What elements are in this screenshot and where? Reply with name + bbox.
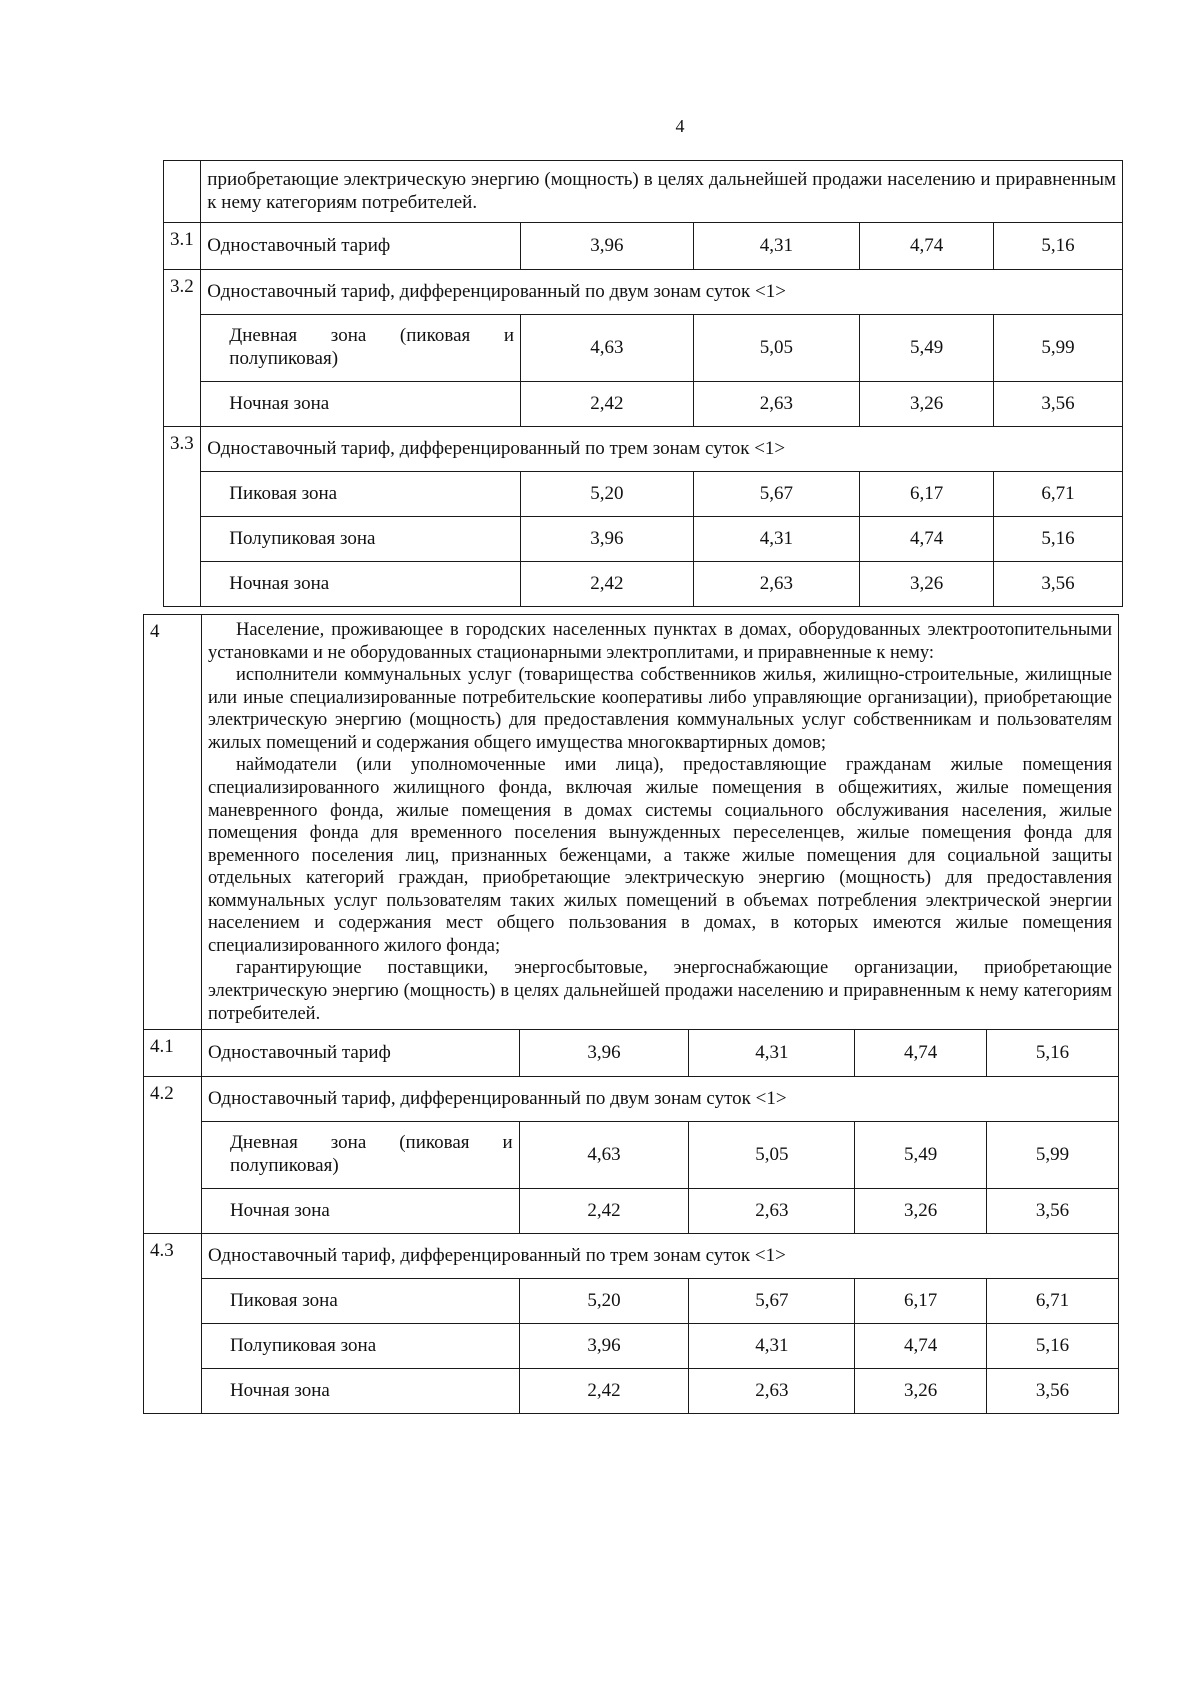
tariff-value: 3,26 xyxy=(860,382,994,427)
tariff-label: Дневная зона (пиковая и полупиковая) xyxy=(201,1122,519,1189)
table-row xyxy=(144,1369,1119,1414)
description-paragraph: Население, проживающее в городских населенных пунктах в домах, оборудованных электроотопительными установками и не оборудованных стационарными электроплитами, и приравненные к нему: xyxy=(207,620,1112,663)
tariff-label: Дневная зона (пиковая и полупиковая) xyxy=(201,315,521,382)
tariff-value: 5,16 xyxy=(987,1030,1119,1077)
section-3-intro: приобретающие электрическую энергию (мощность) в целях дальнейшей продажи населению и приравненным к нему категориям потребителей. xyxy=(201,161,1123,223)
tariff-value: 6,71 xyxy=(994,472,1123,517)
tariff-label: Пиковая зона xyxy=(201,1279,519,1324)
tariff-value: 5,16 xyxy=(987,1324,1119,1369)
tariff-value: 3,56 xyxy=(994,382,1123,427)
tariff-value: 5,20 xyxy=(521,472,694,517)
table-row xyxy=(164,270,1123,315)
tariff-value: 3,56 xyxy=(987,1189,1119,1234)
table-row xyxy=(144,1122,1119,1189)
tariff-value: 4,31 xyxy=(689,1030,855,1077)
tariff-label: Ночная зона xyxy=(201,562,521,607)
table-row xyxy=(164,517,1123,562)
tariff-value: 5,05 xyxy=(689,1122,855,1189)
tariff-value: 5,49 xyxy=(855,1122,987,1189)
table-row xyxy=(144,1324,1119,1369)
row-number: 3.1 xyxy=(164,223,201,270)
tariff-value: 5,67 xyxy=(689,1279,855,1324)
description-paragraph: исполнители коммунальных услуг (товарищества собственников жилья, жилищно-строительные, жилищные или иные специализированные потребительские кооперативы либо управляющие организации), приобретающие электрическую энергию (мощность) для предоставления коммунальных услуг собственникам и пользователям жилых помещений и содержания общего имущества многоквартирных домов; xyxy=(207,665,1112,753)
tariff-value: 3,96 xyxy=(521,223,694,270)
table-row xyxy=(144,1189,1119,1234)
tariff-value: 4,74 xyxy=(860,223,994,270)
tariff-value: 3,56 xyxy=(994,562,1123,607)
tariff-label: Одноставочный тариф xyxy=(201,1030,519,1077)
table-row xyxy=(164,472,1123,517)
tariff-label: Ночная зона xyxy=(201,1189,519,1234)
tariff-value: 5,05 xyxy=(693,315,859,382)
tariff-value: 6,71 xyxy=(987,1279,1119,1324)
row-number: 3.2 xyxy=(164,270,201,427)
tariff-group-label: Одноставочный тариф, дифференцированный по двум зонам суток <1> xyxy=(201,270,1123,315)
tariff-group-label: Одноставочный тариф, дифференцированный по трем зонам суток <1> xyxy=(201,427,1123,472)
tariff-value: 5,99 xyxy=(987,1122,1119,1189)
tariff-value: 4,63 xyxy=(519,1122,689,1189)
tariff-value: 4,31 xyxy=(693,223,859,270)
tariff-value: 2,63 xyxy=(693,382,859,427)
tariff-value: 2,63 xyxy=(689,1189,855,1234)
tariff-value: 5,16 xyxy=(994,517,1123,562)
tariff-value: 2,42 xyxy=(519,1189,689,1234)
tariff-value: 3,96 xyxy=(519,1030,689,1077)
tariff-value: 4,74 xyxy=(855,1324,987,1369)
tariff-value: 3,96 xyxy=(519,1324,689,1369)
row-number: 4.3 xyxy=(144,1234,202,1414)
table-row xyxy=(164,382,1123,427)
table-row xyxy=(144,1234,1119,1279)
table-row xyxy=(164,562,1123,607)
tariff-value: 2,42 xyxy=(519,1369,689,1414)
tariff-value: 4,63 xyxy=(521,315,694,382)
tariff-value: 2,63 xyxy=(693,562,859,607)
tariff-label: Полупиковая зона xyxy=(201,517,521,562)
description-paragraph: гарантирующие поставщики, энергосбытовые, энергоснабжающие организации, приобретающие электрическую энергию (мощность) в целях дальнейшей продажи населению и приравненным к нему категориям потребителей. xyxy=(207,958,1112,1024)
table-row xyxy=(164,161,1123,223)
tariff-value: 3,96 xyxy=(521,517,694,562)
page-number: 4 xyxy=(675,116,685,136)
tariff-value: 2,42 xyxy=(521,562,694,607)
table-row xyxy=(144,615,1119,1030)
table-row xyxy=(164,223,1123,270)
tariff-value: 5,20 xyxy=(519,1279,689,1324)
tariff-value: 3,56 xyxy=(987,1369,1119,1414)
tariff-value: 5,99 xyxy=(994,315,1123,382)
tariff-value: 6,17 xyxy=(855,1279,987,1324)
table-row xyxy=(164,315,1123,382)
tariff-value: 3,26 xyxy=(855,1189,987,1234)
tariff-label: Ночная зона xyxy=(201,1369,519,1414)
description-paragraph: наймодатели (или уполномоченные ими лица), предоставляющие гражданам жилые помещения специализированного жилищного фонда, включая жилые помещения в общежитиях, жилые помещения маневренного фонда, жилые помещения в домах системы социального обслуживания населения, жилые помещения фонда для временного поселения вынужденных переселенцев, жилые помещения фонда для временного поселения лиц, признанных беженцами, а также жилые помещения для социальной защиты отдельных категорий граждан, приобретающие электрическую энергию (мощность) для предоставления коммунальных услуг пользователям таких жилых помещений в объемах потребления электрической энергии населением и содержания мест общего пользования в домах, в которых имеются жилые помещения специализированного жилого фонда; xyxy=(207,755,1112,956)
tariff-value: 5,67 xyxy=(693,472,859,517)
tariff-table-section-4 xyxy=(143,614,1119,1414)
table-row xyxy=(144,1279,1119,1324)
row-number-cell xyxy=(164,161,201,223)
row-number: 4.2 xyxy=(144,1077,202,1234)
row-number: 4 xyxy=(144,615,202,1030)
tariff-value: 6,17 xyxy=(860,472,994,517)
tariff-value: 4,31 xyxy=(693,517,859,562)
tariff-value: 5,16 xyxy=(994,223,1123,270)
tariff-value: 4,31 xyxy=(689,1324,855,1369)
tariff-value: 3,26 xyxy=(855,1369,987,1414)
tariff-group-label: Одноставочный тариф, дифференцированный по трем зонам суток <1> xyxy=(201,1234,1118,1279)
table-row xyxy=(164,427,1123,472)
row-number: 4.1 xyxy=(144,1030,202,1077)
tariff-label: Пиковая зона xyxy=(201,472,521,517)
tariff-group-label: Одноставочный тариф, дифференцированный по двум зонам суток <1> xyxy=(201,1077,1118,1122)
tariff-value: 5,49 xyxy=(860,315,994,382)
tariff-value: 2,42 xyxy=(521,382,694,427)
tariff-value: 4,74 xyxy=(855,1030,987,1077)
tariff-label: Одноставочный тариф xyxy=(201,223,521,270)
table-row xyxy=(144,1077,1119,1122)
section-4-description xyxy=(201,615,1118,1030)
tariff-value: 2,63 xyxy=(689,1369,855,1414)
table-row xyxy=(144,1030,1119,1077)
row-number: 3.3 xyxy=(164,427,201,607)
tariff-label: Ночная зона xyxy=(201,382,521,427)
tariff-table-section-3 xyxy=(163,160,1123,607)
tariff-label: Полупиковая зона xyxy=(201,1324,519,1369)
tariff-value: 4,74 xyxy=(860,517,994,562)
tariff-value: 3,26 xyxy=(860,562,994,607)
